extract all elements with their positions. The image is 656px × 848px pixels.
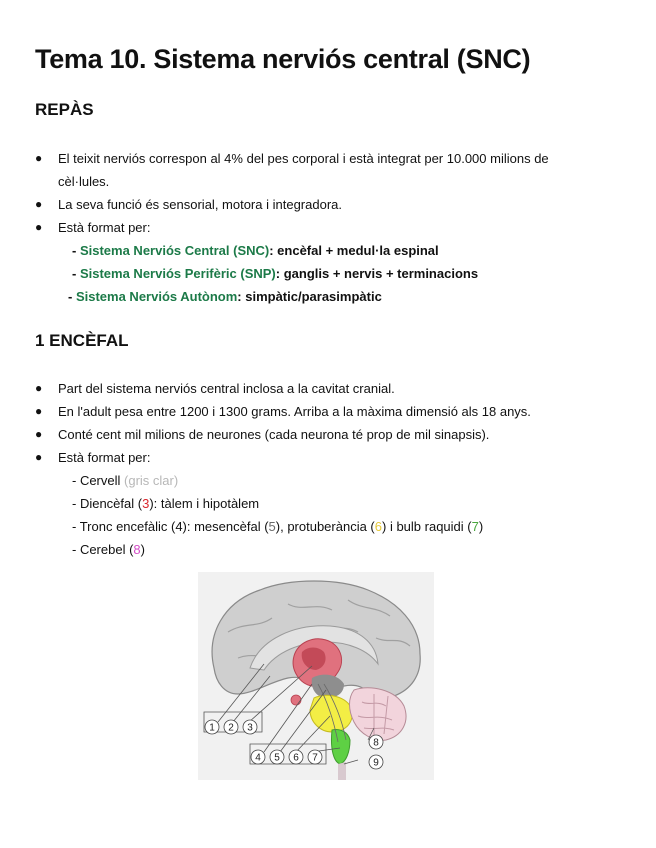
list-item: ● Conté cent mil milions de neurones (cada neurona té prop de mil sinapsis).	[35, 423, 605, 446]
bullet-icon: ●	[35, 220, 43, 234]
diagram-label-8	[369, 735, 383, 749]
bullet-icon: ●	[35, 404, 43, 418]
spinal-cord-shape	[338, 762, 346, 780]
svg-text:3: 3	[247, 722, 253, 734]
svg-text:9: 9	[373, 757, 379, 769]
list-item: ● Està format per:	[35, 446, 605, 469]
section-heading-repas: REPÀS	[35, 100, 94, 119]
section-heading-encefal: 1 ENCÈFAL	[35, 331, 129, 350]
list-item: ● Part del sistema nerviós central inclosa a la cavitat cranial.	[35, 377, 605, 400]
diagram-label-2	[224, 720, 238, 734]
diagram-label-3	[243, 720, 257, 734]
svg-text:2: 2	[228, 722, 234, 734]
svg-text:5: 5	[274, 752, 280, 764]
bullet-icon: ●	[35, 197, 43, 211]
page-title: Tema 10. Sistema nerviós central (SNC)	[35, 44, 531, 74]
bullet-icon: ●	[35, 450, 43, 464]
list-item: ● La seva funció és sensorial, motora i integradora.	[35, 193, 605, 216]
diagram-label-6	[289, 750, 303, 764]
part-cervell: - Cervell (gris clar)	[72, 473, 179, 488]
diagram-label-5	[270, 750, 284, 764]
bullet-icon: ●	[35, 427, 43, 441]
svg-text:4: 4	[255, 752, 261, 764]
sub-item-snc: - Sistema Nerviós Central (SNC): encèfal + medul·la espinal	[72, 243, 439, 258]
brain-diagram-svg	[198, 572, 434, 780]
svg-text:7: 7	[312, 752, 318, 764]
svg-text:1: 1	[209, 722, 215, 734]
list-item: ● El teixit nerviós correspon al 4% del pes corporal i està integrat per 10.000 milions de cèl·lules.	[35, 147, 605, 193]
brain-diagram	[198, 572, 434, 780]
svg-text:6: 6	[293, 752, 299, 764]
sub-item-sna: - Sistema Nerviós Autònom: simpàtic/parasimpàtic	[68, 289, 382, 304]
list-item: ● Està format per:	[35, 216, 605, 239]
diagram-label-9	[369, 755, 383, 769]
svg-text:8: 8	[373, 737, 379, 749]
bullet-icon: ●	[35, 151, 43, 165]
diagram-label-7	[308, 750, 322, 764]
diagram-label-1	[205, 720, 219, 734]
sub-item-snp: - Sistema Nerviós Perifèric (SNP): ganglis + nervis + terminacions	[72, 266, 479, 281]
bullet-icon: ●	[35, 381, 43, 395]
diagram-label-4	[251, 750, 265, 764]
part-tronc: - Tronc encefàlic (4): mesencèfal (5), protuberància (6) i bulb raquidi (7)	[72, 519, 484, 534]
part-diencefal: - Diencèfal (3): tàlem i hipotàlem	[72, 496, 260, 511]
part-cerebel: - Cerebel (8)	[72, 542, 145, 557]
list-item: ● En l'adult pesa entre 1200 i 1300 grams. Arriba a la màxima dimensió als 18 anys.	[35, 400, 605, 423]
